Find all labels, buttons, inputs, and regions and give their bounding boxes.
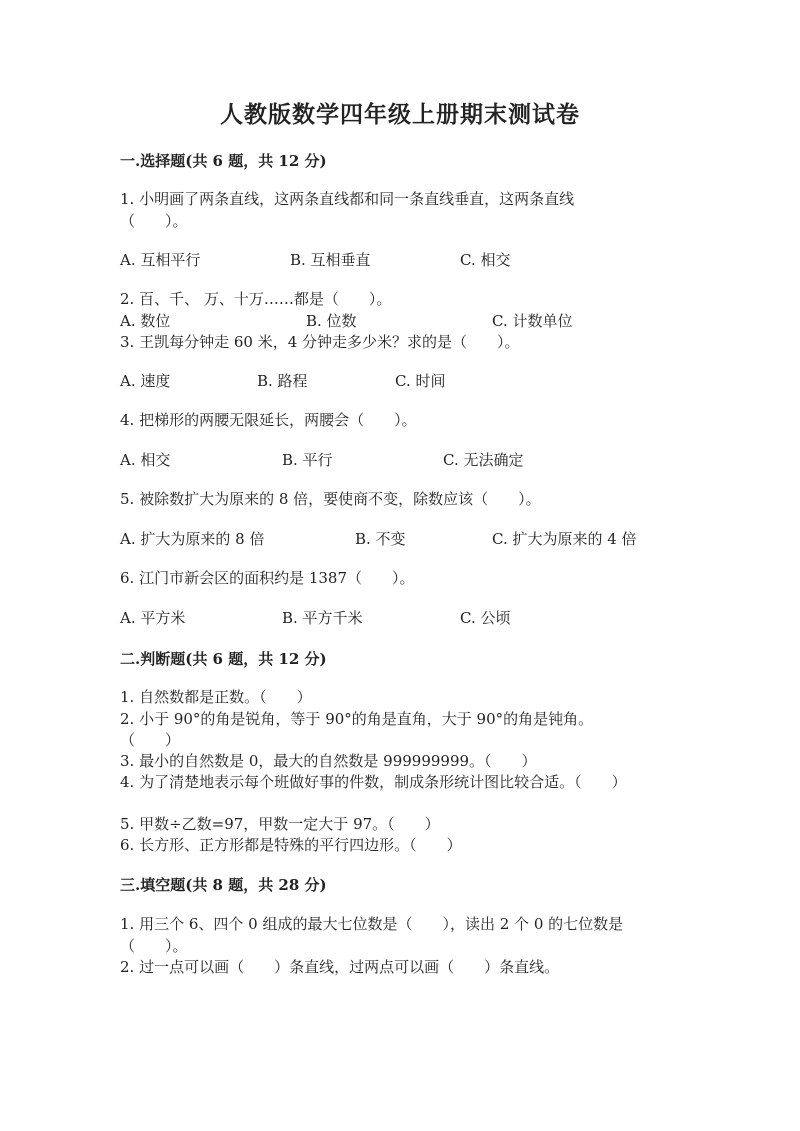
question-1-option-a: A. 互相平行 [120, 251, 201, 269]
fill-item-1: 1. 用三个 6、四个 0 组成的最大七位数是（ ），读出 2 个 0 的七位数是 [120, 915, 624, 933]
question-5-option-b: B. 不变 [355, 530, 406, 548]
question-5-line-1: 5. 被除数扩大为原来的 8 倍，要使商不变，除数应该（ ）。 [120, 490, 541, 508]
question-5-option-a: A. 扩大为原来的 8 倍 [120, 530, 265, 548]
question-1-option-c: C. 相交 [460, 251, 511, 269]
judgement-item-1: 1. 自然数都是正数。（ ） [120, 688, 312, 706]
judgement-item-4: 4. 为了清楚地表示每个班做好事的件数，制成条形统计图比较合适。（ ） [120, 773, 627, 791]
question-4-line-1: 4. 把梯形的两腰无限延长，两腰会（ ）。 [120, 411, 417, 429]
judgement-item-6: 6. 长方形、正方形都是特殊的平行四边形。（ ） [120, 836, 462, 854]
section-heading-judgement: 二.判断题(共 6 题，共 12 分) [120, 650, 327, 668]
judgement-item-2-blank: （ ） [120, 731, 181, 749]
judgement-item-2: 2. 小于 90°的角是锐角，等于 90°的角是直角，大于 90°的角是钝角。 [120, 710, 594, 728]
judgement-item-5: 5. 甲数÷乙数=97，甲数一定大于 97。（ ） [120, 815, 440, 833]
question-1-line-1: 1. 小明画了两条直线，这两条直线都和同一条直线垂直，这两条直线 [120, 190, 575, 208]
question-2-option-a: A. 数位 [120, 312, 171, 330]
fill-item-2: 2. 过一点可以画（ ）条直线，过两点可以画（ ）条直线。 [120, 958, 560, 976]
question-3-line-1: 3. 王凯每分钟走 60 米，4 分钟走多少米？求的是（ ）。 [120, 333, 520, 351]
question-5-option-c: C. 扩大为原来的 4 倍 [492, 530, 637, 548]
question-2-line-1: 2. 百、千、 万、十万……都是（ ）。 [120, 290, 392, 308]
section-heading-fill-in: 三.填空题(共 8 题，共 28 分) [120, 876, 327, 894]
question-6-option-a: A. 平方米 [120, 609, 186, 627]
question-1-line-2: （ ）。 [120, 212, 188, 230]
question-6-option-c: C. 公顷 [460, 609, 511, 627]
section-heading-choice: 一.选择题(共 6 题，共 12 分) [120, 152, 327, 170]
question-3-option-c: C. 时间 [395, 372, 446, 390]
question-2-option-b: B. 位数 [306, 312, 357, 330]
question-1-option-b: B. 互相垂直 [290, 251, 371, 269]
question-3-option-a: A. 速度 [120, 372, 171, 390]
question-6-option-b: B. 平方千米 [282, 609, 363, 627]
question-3-option-b: B. 路程 [257, 372, 308, 390]
question-4-option-a: A. 相交 [120, 451, 171, 469]
judgement-item-3: 3. 最小的自然数是 0，最大的自然数是 999999999。（ ） [120, 752, 537, 770]
question-4-option-b: B. 平行 [282, 451, 333, 469]
question-6-line-1: 6. 江门市新会区的面积约是 1387（ ）。 [120, 569, 415, 587]
question-2-option-c: C. 计数单位 [492, 312, 573, 330]
question-4-option-c: C. 无法确定 [443, 451, 524, 469]
fill-item-1-blank: （ ）。 [120, 937, 188, 955]
page-title: 人教版数学四年级上册期末测试卷 [220, 101, 580, 128]
